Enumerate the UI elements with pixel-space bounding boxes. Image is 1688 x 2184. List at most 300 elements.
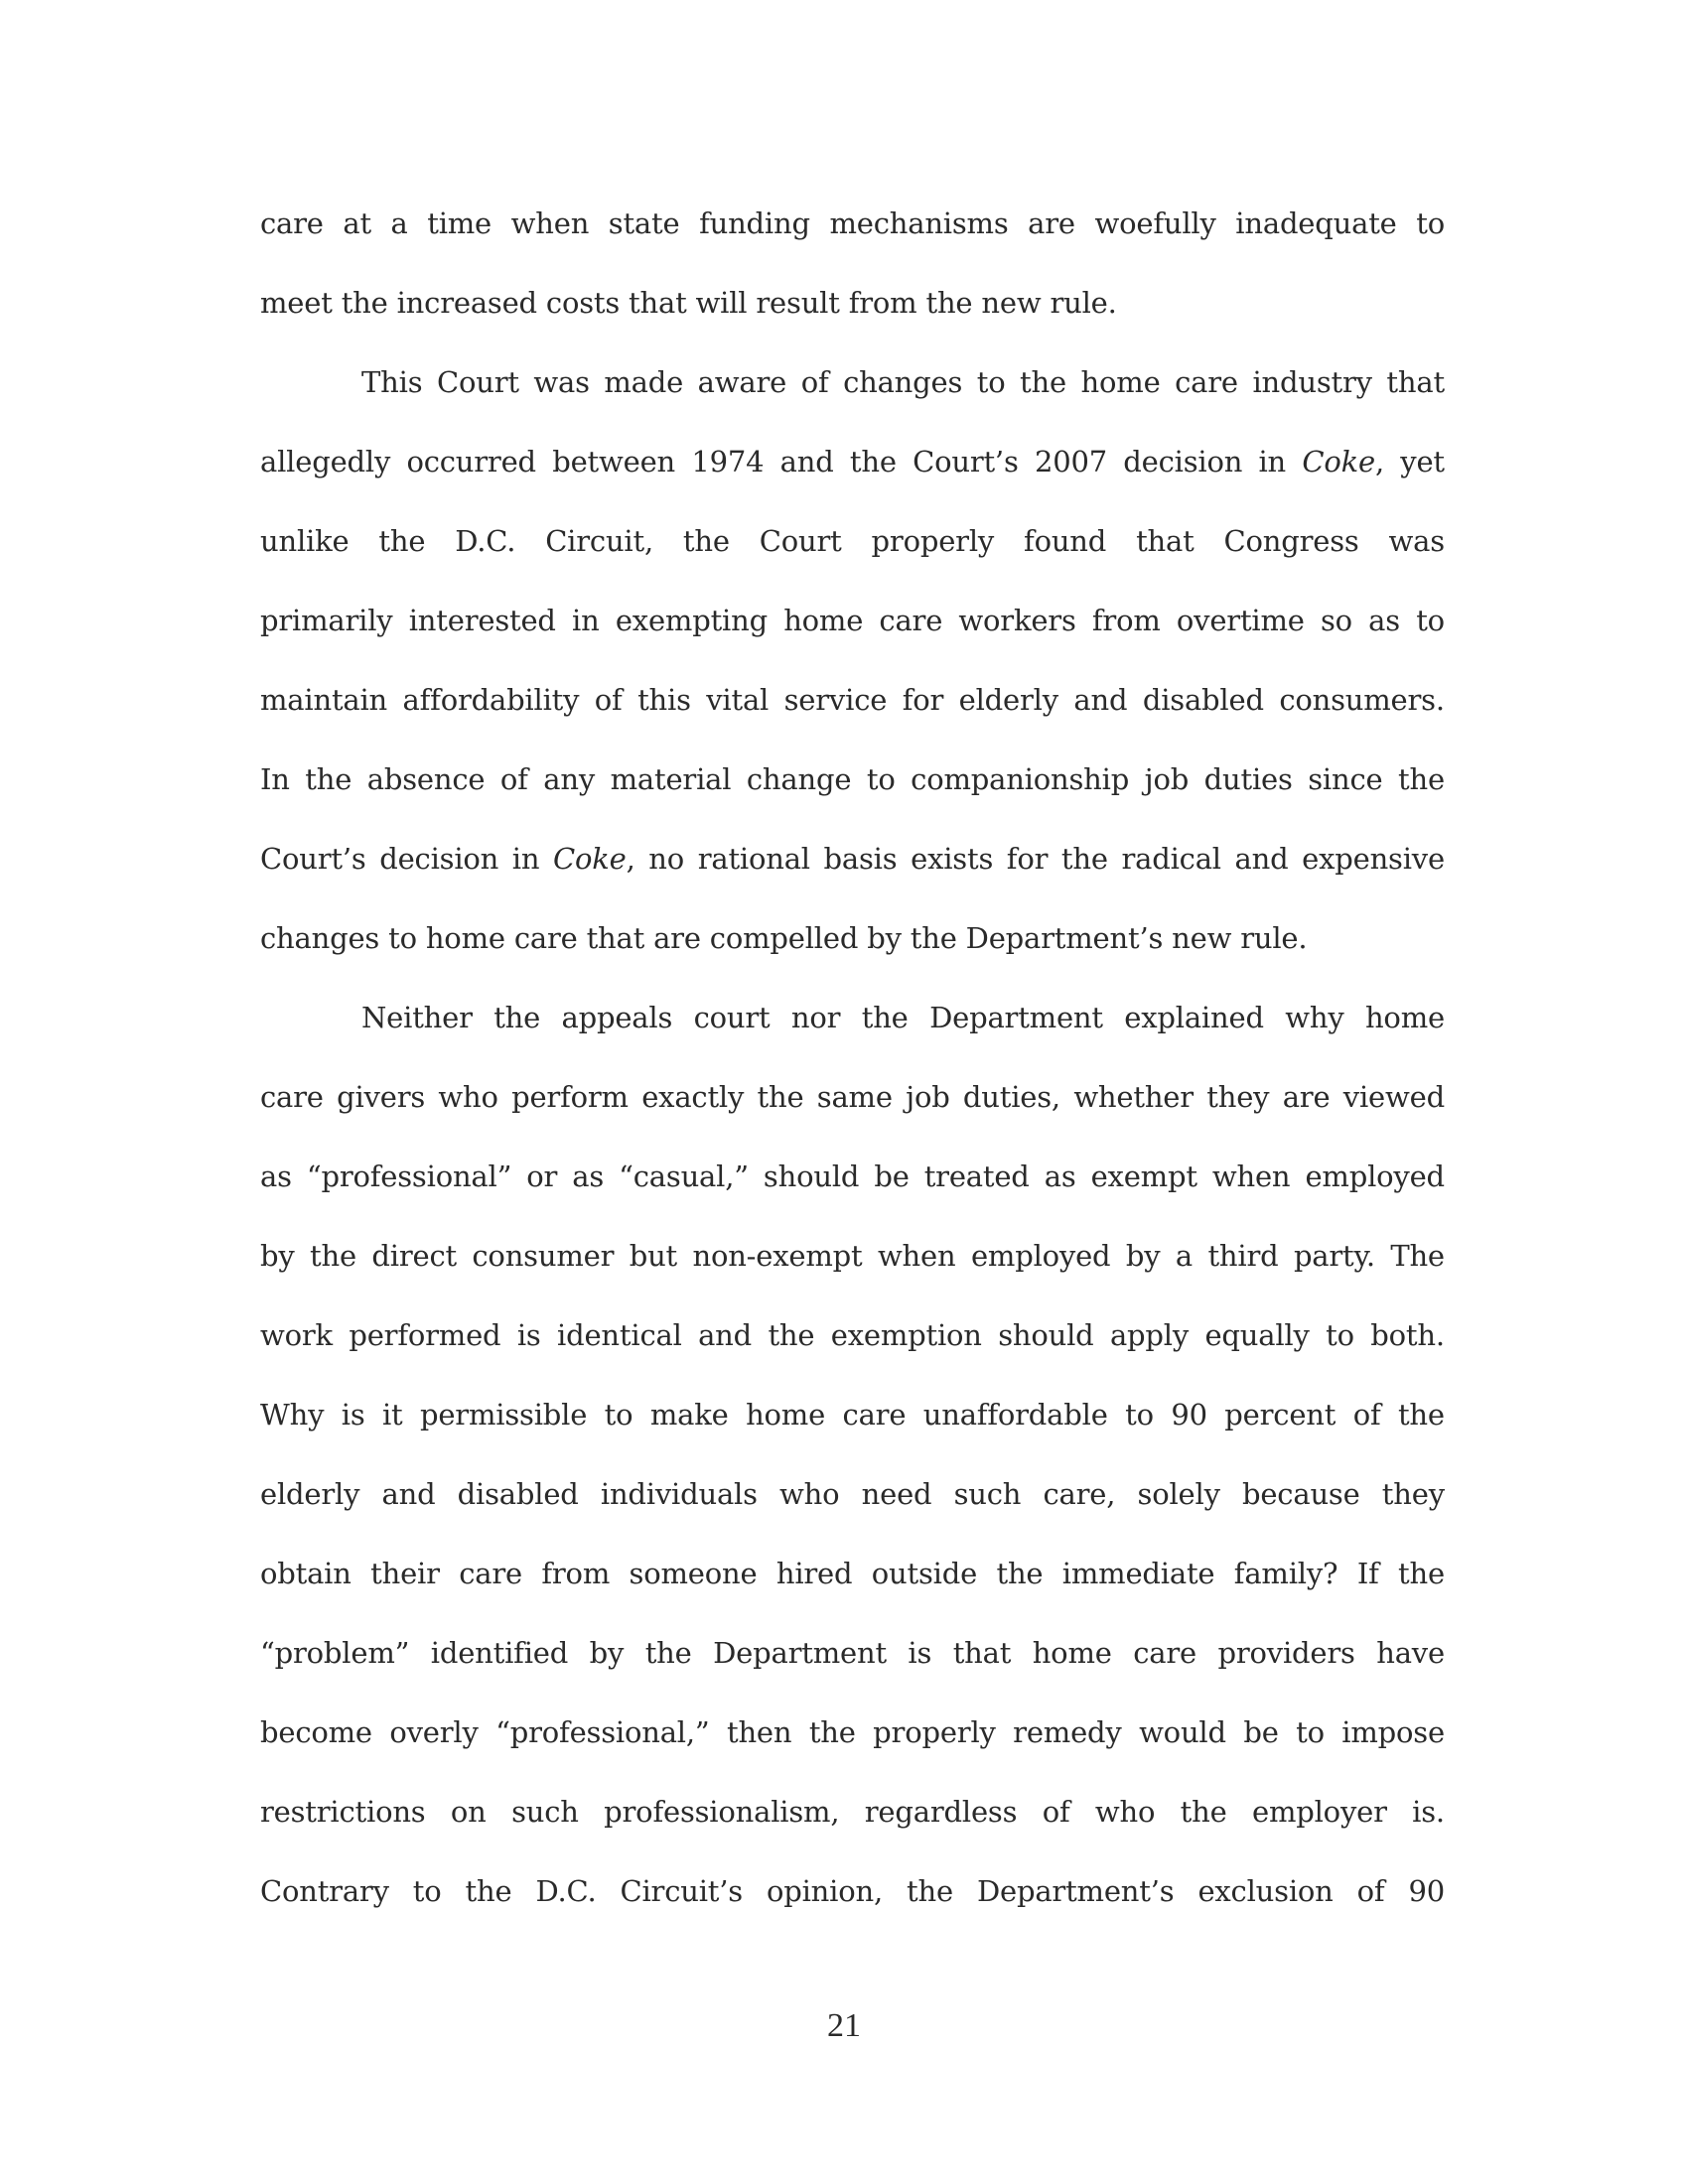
text-line	[260, 1313, 1445, 1393]
text-line	[260, 1552, 1445, 1631]
word: regardless	[864, 1795, 1018, 1829]
word: elderly	[958, 683, 1058, 717]
word: in	[1258, 445, 1287, 478]
word: are	[653, 921, 701, 955]
text-line	[260, 1472, 1445, 1552]
text-line	[260, 202, 1445, 281]
word: remedy	[1013, 1715, 1122, 1749]
line-words	[260, 678, 1445, 722]
word: the	[1397, 1398, 1445, 1432]
punctuation: ,	[626, 842, 635, 876]
word: In	[260, 762, 290, 796]
word: exists	[911, 842, 994, 876]
word: and	[1073, 683, 1128, 717]
punctuation: ,	[1374, 445, 1384, 478]
word: exemption	[830, 1318, 982, 1352]
word: If	[1356, 1557, 1379, 1590]
word: basis	[823, 842, 898, 876]
word: properly	[871, 524, 995, 558]
word: maintain	[260, 683, 388, 717]
word: work	[260, 1318, 333, 1352]
word: consumers.	[1279, 683, 1445, 717]
word: should	[763, 1160, 860, 1193]
word: Contrary	[260, 1874, 389, 1908]
word: to	[604, 1398, 633, 1432]
word: expensive	[1302, 842, 1445, 876]
word: funding	[699, 206, 810, 240]
word: care	[513, 921, 578, 955]
word: such	[953, 1477, 1022, 1511]
word: to	[1296, 1715, 1325, 1749]
word: Neither	[361, 1001, 473, 1034]
word: home	[1032, 1636, 1112, 1670]
word: someone	[629, 1557, 758, 1590]
word: at	[343, 206, 371, 240]
word: restrictions	[260, 1795, 426, 1829]
text-line	[260, 837, 1445, 916]
word: time	[427, 206, 492, 240]
word: the	[768, 1318, 815, 1352]
word: appeals	[561, 1001, 673, 1034]
word: of	[1356, 1874, 1385, 1908]
word: so	[1320, 604, 1352, 637]
word: home	[1080, 365, 1161, 399]
word: Congress	[1223, 524, 1359, 558]
word: unlike	[260, 524, 350, 558]
word: between	[552, 445, 676, 478]
text-line	[260, 1075, 1445, 1155]
word: state	[608, 206, 680, 240]
word: woefully	[1094, 206, 1216, 240]
word: nor	[790, 1001, 841, 1034]
word: Court	[759, 524, 842, 558]
line-words	[260, 1155, 1445, 1198]
word: meet	[260, 286, 333, 320]
word: but	[629, 1239, 678, 1273]
line-words	[260, 599, 1445, 642]
line-words	[260, 1313, 1445, 1357]
word: home	[746, 1398, 826, 1432]
word: exempting	[615, 604, 768, 637]
word: they	[1381, 1477, 1445, 1511]
word: explained	[1124, 1001, 1264, 1034]
word: both.	[1370, 1318, 1445, 1352]
word: as	[1044, 1160, 1076, 1193]
word: and	[381, 1477, 436, 1511]
word: by	[867, 921, 902, 955]
word: unaffordable	[922, 1398, 1108, 1432]
word: the	[757, 1080, 804, 1114]
word: same	[816, 1080, 893, 1114]
word: the	[808, 1715, 856, 1749]
text-line	[260, 1869, 1445, 1949]
line-words	[260, 519, 1445, 563]
word: to	[1416, 604, 1445, 637]
word: “professional,”	[495, 1715, 710, 1749]
word: rule.	[1240, 921, 1308, 955]
word: to	[1326, 1318, 1354, 1352]
line-words	[361, 996, 1445, 1039]
word: the	[907, 1874, 953, 1908]
word: Court	[436, 365, 519, 399]
word: when	[877, 1239, 956, 1273]
word: to	[1416, 206, 1445, 240]
word: properly	[873, 1715, 996, 1749]
word: it	[381, 1398, 403, 1432]
word: the	[1060, 842, 1108, 876]
word: permissible	[419, 1398, 588, 1432]
word: perform	[511, 1080, 629, 1114]
line-words	[260, 440, 1445, 483]
word: disabled	[1142, 683, 1264, 717]
line-words	[361, 360, 1445, 404]
word: D.C.	[455, 524, 516, 558]
word: third	[1207, 1239, 1279, 1273]
word: providers	[1217, 1636, 1355, 1670]
word: to	[1125, 1398, 1154, 1432]
word: rational	[697, 842, 810, 876]
word: is	[908, 1636, 932, 1670]
word: consumer	[472, 1239, 615, 1273]
word: individuals	[600, 1477, 758, 1511]
word: mechanisms	[829, 206, 1009, 240]
word: The	[1390, 1239, 1445, 1273]
word: the	[644, 1636, 692, 1670]
word: have	[1376, 1636, 1445, 1670]
word: as	[260, 1160, 292, 1193]
word: the	[996, 1557, 1044, 1590]
word: Department’s	[965, 921, 1164, 955]
word: increased	[396, 286, 537, 320]
word: is.	[1412, 1795, 1445, 1829]
page-number: 21	[827, 2007, 861, 2044]
word: on	[450, 1795, 487, 1829]
line-words	[260, 837, 1445, 881]
word: givers	[337, 1080, 426, 1114]
word: the	[682, 524, 730, 558]
text-line	[260, 281, 1445, 360]
word: Department	[929, 1001, 1103, 1034]
word: aware	[697, 365, 787, 399]
word: decision	[379, 842, 499, 876]
word: by	[589, 1636, 625, 1670]
line-words	[260, 1631, 1445, 1675]
word: Circuit’s	[620, 1874, 743, 1908]
text-line	[260, 678, 1445, 757]
word: employed	[1305, 1160, 1445, 1193]
word: impose	[1341, 1715, 1445, 1749]
line-words	[260, 1790, 1445, 1834]
text-line	[260, 1631, 1445, 1710]
word: in	[511, 842, 540, 876]
word: elderly	[260, 1477, 360, 1511]
word: changes	[260, 921, 380, 955]
line-words	[260, 1234, 1445, 1278]
word: care	[842, 1398, 907, 1432]
word: the	[1398, 762, 1445, 796]
word: because	[1241, 1477, 1360, 1511]
word: equally	[1204, 1318, 1310, 1352]
word: who	[1094, 1795, 1156, 1829]
word: compelled	[709, 921, 859, 955]
word: since	[1308, 762, 1383, 796]
paragraph-first-line	[260, 360, 1445, 440]
word: change	[746, 762, 852, 796]
word: the	[1180, 1795, 1227, 1829]
word: opinion,	[766, 1874, 883, 1908]
word: this	[637, 683, 691, 717]
word: Department’s	[976, 1874, 1175, 1908]
word: employed	[970, 1239, 1111, 1273]
word: when	[510, 206, 590, 240]
line-words	[260, 1472, 1445, 1516]
word: the	[378, 524, 426, 558]
word: overly	[389, 1715, 479, 1749]
text-line	[260, 1710, 1445, 1790]
word: yet	[1400, 445, 1445, 478]
word: for	[902, 683, 944, 717]
paragraph-first-line	[260, 996, 1445, 1075]
word: the	[493, 1001, 541, 1034]
word: made	[604, 365, 684, 399]
word: be	[1243, 1715, 1279, 1749]
word: why	[1285, 1001, 1344, 1034]
word: is	[341, 1398, 365, 1432]
word: overtime	[1176, 604, 1305, 637]
word: the	[861, 1001, 909, 1034]
text-line	[260, 1155, 1445, 1234]
word: home	[1364, 1001, 1445, 1034]
case-citation	[1302, 440, 1384, 483]
word: then	[726, 1715, 792, 1749]
word: are	[1282, 1080, 1331, 1114]
word: party.	[1293, 1239, 1375, 1273]
word: would	[1139, 1715, 1226, 1749]
word: outside	[871, 1557, 978, 1590]
word: 90	[1408, 1874, 1445, 1908]
word: no	[648, 842, 685, 876]
word: or	[526, 1160, 558, 1193]
word: Court’s	[913, 445, 1019, 478]
word: they	[1206, 1080, 1270, 1114]
word: from	[1091, 604, 1161, 637]
word: 1974	[691, 445, 765, 478]
word: to	[412, 1874, 442, 1908]
word: inadequate	[1235, 206, 1397, 240]
word: make	[649, 1398, 729, 1432]
line-words	[260, 1552, 1445, 1595]
word: of	[1042, 1795, 1070, 1829]
word: of	[499, 762, 528, 796]
word: home	[783, 604, 864, 637]
word: that	[1136, 524, 1195, 558]
line-words	[260, 1710, 1445, 1754]
word: need	[861, 1477, 932, 1511]
word: duties	[1203, 762, 1293, 796]
word: that	[1386, 365, 1445, 399]
word: vital	[706, 683, 770, 717]
text-line	[260, 757, 1445, 837]
word: interested	[408, 604, 556, 637]
word: is	[516, 1318, 541, 1352]
word: percent	[1224, 1398, 1336, 1432]
word: job	[906, 1080, 950, 1114]
word: as	[1368, 604, 1400, 637]
word: from	[848, 286, 917, 320]
word: a	[1175, 1239, 1193, 1273]
case-citation	[553, 837, 635, 881]
word: from	[541, 1557, 611, 1590]
word: performed	[349, 1318, 501, 1352]
word: “professional”	[306, 1160, 512, 1193]
word: Why	[260, 1398, 325, 1432]
word: the	[310, 1239, 356, 1273]
word: and	[698, 1318, 753, 1352]
word: allegedly	[260, 445, 391, 478]
word: any	[543, 762, 596, 796]
line-words	[260, 1075, 1445, 1119]
word: costs	[545, 286, 621, 320]
word: exactly	[641, 1080, 745, 1114]
word: the	[341, 286, 388, 320]
word: job	[1144, 762, 1190, 796]
word: for	[1006, 842, 1049, 876]
text-line	[260, 1393, 1445, 1472]
word: of	[1352, 1398, 1381, 1432]
word: employer	[1251, 1795, 1387, 1829]
word: obtain	[260, 1557, 352, 1590]
word: a	[390, 206, 408, 240]
line-words	[260, 281, 1445, 325]
word: Department	[713, 1636, 887, 1670]
word: their	[370, 1557, 440, 1590]
word: changes	[843, 365, 963, 399]
word: the	[465, 1874, 512, 1908]
word: non-exempt	[692, 1239, 863, 1273]
word: Court’s	[260, 842, 366, 876]
word: as	[572, 1160, 605, 1193]
word: that	[629, 286, 687, 320]
word: by	[260, 1239, 295, 1273]
word: immediate	[1061, 1557, 1215, 1590]
word: industry	[1252, 365, 1372, 399]
line-words	[260, 916, 1445, 960]
word: should	[998, 1318, 1094, 1352]
text-line	[260, 1790, 1445, 1869]
word: the	[925, 286, 973, 320]
word: 90	[1171, 1398, 1207, 1432]
word: care	[459, 1557, 522, 1590]
word: This	[361, 365, 423, 399]
word: identical	[557, 1318, 682, 1352]
word: exclusion	[1197, 1874, 1334, 1908]
word: Circuit,	[545, 524, 653, 558]
line-words	[260, 1393, 1445, 1436]
word: affordability	[402, 683, 580, 717]
word: who	[779, 1477, 840, 1511]
word: that	[952, 1636, 1012, 1670]
word: that	[586, 921, 645, 955]
word: care	[1175, 365, 1238, 399]
word: by	[1125, 1239, 1161, 1273]
word: the	[849, 445, 897, 478]
word: material	[610, 762, 732, 796]
word: was	[1388, 524, 1445, 558]
word: hired	[775, 1557, 853, 1590]
word: absence	[366, 762, 486, 796]
word: disabled	[457, 1477, 579, 1511]
word: identified	[430, 1636, 569, 1670]
word: professionalism,	[604, 1795, 840, 1829]
word: rule.	[1050, 286, 1117, 320]
word: of	[594, 683, 623, 717]
word: the	[1398, 1557, 1445, 1590]
word: solely	[1137, 1477, 1220, 1511]
word: primarily	[260, 604, 393, 637]
word: service	[783, 683, 888, 717]
word: the	[1020, 365, 1066, 399]
word: who	[438, 1080, 498, 1114]
word: new	[981, 286, 1042, 320]
word: new	[1172, 921, 1232, 955]
text-line	[260, 916, 1445, 996]
case-name: Coke	[553, 842, 627, 876]
text-line	[260, 599, 1445, 678]
word: become	[260, 1715, 372, 1749]
word: of	[800, 365, 829, 399]
line-words	[260, 1869, 1445, 1913]
word: companionship	[911, 762, 1130, 796]
line-words	[260, 757, 1445, 801]
word: the	[305, 762, 352, 796]
text-line	[260, 440, 1445, 519]
word: viewed	[1342, 1080, 1445, 1114]
word: duties,	[962, 1080, 1060, 1114]
word: the	[910, 921, 957, 955]
word: to	[976, 365, 1006, 399]
word: such	[511, 1795, 579, 1829]
word: 2007	[1034, 445, 1107, 478]
word: care	[260, 1080, 324, 1114]
word: “casual,”	[619, 1160, 749, 1193]
word: in	[572, 604, 600, 637]
word: whether	[1073, 1080, 1194, 1114]
word: found	[1024, 524, 1107, 558]
body-text	[260, 202, 1445, 1949]
word: D.C.	[535, 1874, 597, 1908]
word: workers	[958, 604, 1076, 637]
word: will	[695, 286, 748, 320]
text-line	[260, 1234, 1445, 1313]
word: be	[874, 1160, 910, 1193]
text-line	[260, 519, 1445, 599]
word: treated	[923, 1160, 1030, 1193]
word: radical	[1121, 842, 1221, 876]
word: and	[1234, 842, 1289, 876]
word: and	[779, 445, 834, 478]
word: family?	[1233, 1557, 1338, 1590]
word: to	[866, 762, 896, 796]
word: care	[1133, 1636, 1196, 1670]
case-name: Coke	[1302, 445, 1375, 478]
word: care	[260, 206, 324, 240]
word: home	[425, 921, 505, 955]
word: was	[533, 365, 590, 399]
word: occurred	[406, 445, 536, 478]
word: care,	[1043, 1477, 1116, 1511]
word: when	[1211, 1160, 1291, 1193]
word: are	[1028, 206, 1075, 240]
